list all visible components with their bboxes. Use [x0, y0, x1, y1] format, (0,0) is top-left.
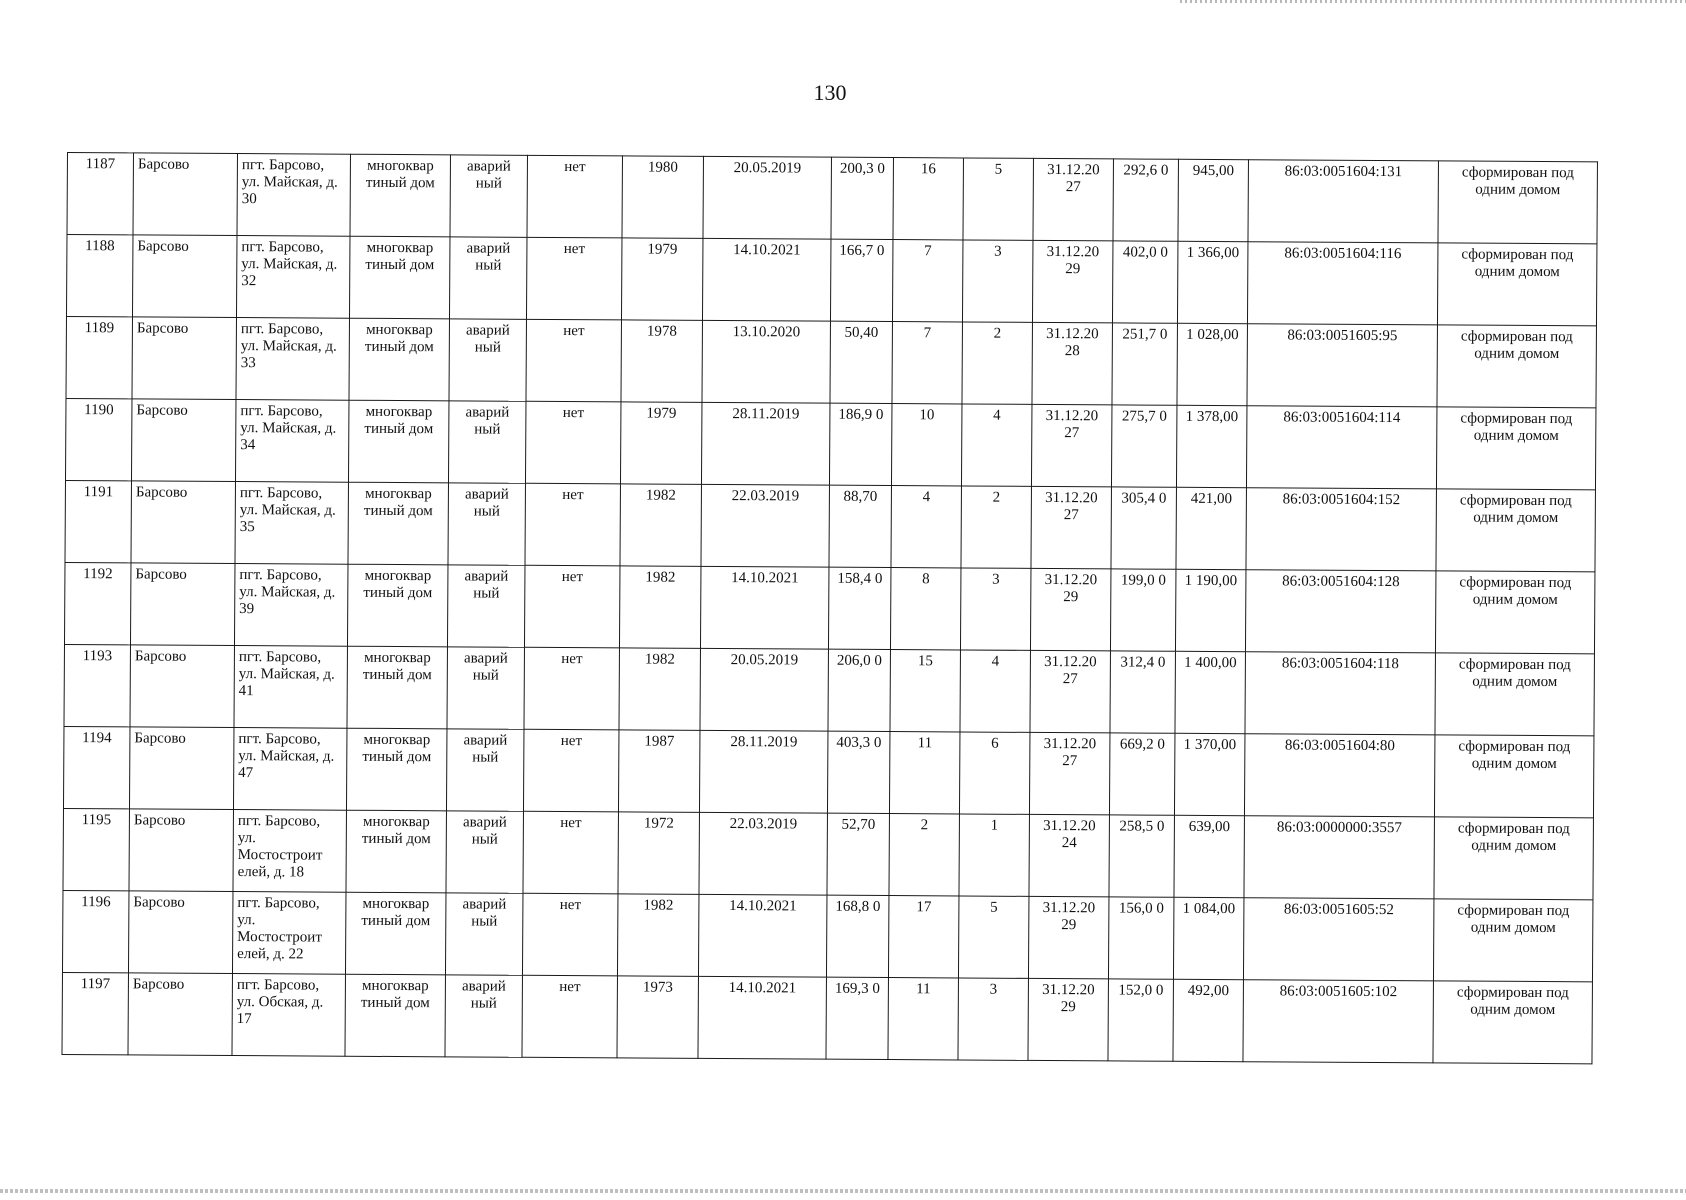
cell-address: пгт. Барсово, ул. Мостостроит елей, д. 22 [232, 892, 345, 975]
cell-status: аварий ный [445, 975, 522, 1057]
cell-value: 1 366,00 [1177, 241, 1247, 323]
cell-house-type: многоквар тиный дом [348, 482, 448, 565]
cell-value: 492,00 [1173, 979, 1243, 1061]
cell-settlement: Барсово [128, 891, 232, 974]
cell-value: 945,00 [1178, 159, 1248, 241]
cell-resettlement-deadline: 31.12.20 27 [1033, 158, 1113, 240]
cell-record-number: 1191 [65, 480, 131, 562]
cell-year-built: 1982 [617, 894, 698, 976]
cell-settlement: Барсово [132, 235, 236, 318]
cell-residents: 2 [889, 814, 959, 896]
cell-apartments: 4 [960, 650, 1030, 732]
cell-status: аварий ный [449, 319, 526, 401]
table-row [65, 480, 1595, 571]
cell-recognition-date: 14.10.2021 [702, 238, 830, 321]
cell-area: 50,40 [830, 321, 892, 403]
cell-year-built: 1973 [617, 976, 698, 1058]
cell-year-built: 1980 [622, 156, 703, 238]
table-row [64, 644, 1594, 735]
cell-house-type: многоквар тиный дом [347, 646, 447, 729]
cell-cadastral-number: 86:03:0000000:3557 [1244, 816, 1434, 899]
cell-resettlement-deadline: 31.12.20 29 [1028, 896, 1108, 978]
cell-cadastral-number: 86:03:0051604:131 [1248, 160, 1438, 243]
cell-status: аварий ный [446, 811, 523, 893]
cell-area: 200,3 0 [831, 157, 893, 239]
cell-settlement: Барсово [130, 563, 234, 646]
cell-land-area: 275,7 0 [1111, 405, 1176, 487]
cell-recognition-date: 28.11.2019 [699, 730, 827, 813]
cell-resettlement-deadline: 31.12.20 29 [1030, 568, 1110, 650]
cell-land-area: 152,0 0 [1108, 979, 1173, 1061]
cell-cadastral-number: 86:03:0051604:80 [1244, 734, 1434, 817]
cell-area: 158,4 0 [828, 567, 890, 649]
cell-land-plot-note: сформирован под одним домом [1437, 243, 1596, 326]
cell-settlement: Барсово [128, 973, 232, 1056]
cell-value: 1 084,00 [1173, 897, 1243, 979]
page-number: 130 [813, 80, 847, 105]
cell-resettlement-deadline: 31.12.20 28 [1032, 322, 1112, 404]
cell-status: аварий ный [449, 237, 526, 319]
cell-included: нет [524, 565, 619, 648]
cell-house-type: многоквар тиный дом [346, 728, 446, 811]
housing-registry-table [61, 152, 1597, 1064]
cell-apartments: 1 [959, 814, 1029, 896]
cell-cadastral-number: 86:03:0051604:152 [1246, 488, 1436, 571]
cell-resettlement-deadline: 31.12.20 27 [1031, 404, 1111, 486]
table-row [63, 808, 1593, 899]
table-row [66, 317, 1596, 408]
cell-house-type: многоквар тиный дом [345, 892, 445, 975]
cell-house-type: многоквар тиный дом [349, 318, 449, 401]
cell-land-area: 156,0 0 [1108, 897, 1173, 979]
cell-apartments: 5 [963, 158, 1033, 240]
cell-house-type: многоквар тиный дом [349, 236, 449, 319]
table-row [65, 398, 1595, 489]
cell-included: нет [527, 155, 622, 238]
cell-resettlement-deadline: 31.12.20 24 [1029, 814, 1109, 896]
cell-area: 169,3 0 [826, 977, 888, 1059]
cell-resettlement-deadline: 31.12.20 27 [1030, 650, 1110, 732]
cell-address: пгт. Барсово, ул. Майская, д. 33 [236, 318, 349, 401]
cell-record-number: 1189 [66, 317, 132, 399]
cell-residents: 15 [890, 650, 960, 732]
scan-edge-bottom [0, 1189, 1686, 1193]
cell-settlement: Барсово [130, 645, 234, 728]
cell-settlement: Барсово [129, 809, 233, 892]
cell-house-type: многоквар тиный дом [345, 974, 445, 1057]
cell-land-area: 258,5 0 [1109, 815, 1174, 897]
cell-land-plot-note: сформирован под одним домом [1436, 407, 1595, 490]
cell-residents: 11 [888, 978, 958, 1060]
cell-included: нет [522, 975, 617, 1058]
table-row [67, 153, 1597, 244]
cell-land-plot-note: сформирован под одним домом [1436, 489, 1595, 572]
cell-value: 1 400,00 [1175, 651, 1245, 733]
cell-recognition-date: 20.05.2019 [703, 156, 831, 239]
cell-apartments: 5 [958, 896, 1028, 978]
cell-included: нет [525, 483, 620, 566]
cell-record-number: 1188 [66, 235, 132, 317]
cell-land-area: 251,7 0 [1112, 323, 1177, 405]
cell-cadastral-number: 86:03:0051604:116 [1247, 242, 1437, 325]
cell-year-built: 1982 [620, 484, 701, 566]
cell-residents: 11 [889, 732, 959, 814]
cell-included: нет [526, 237, 621, 320]
cell-included: нет [525, 401, 620, 484]
cell-apartments: 3 [958, 978, 1028, 1060]
cell-apartments: 2 [961, 486, 1031, 568]
cell-recognition-date: 20.05.2019 [700, 648, 828, 731]
cell-address: пгт. Барсово, ул. Майская, д. 35 [235, 482, 348, 565]
cell-record-number: 1187 [67, 153, 133, 235]
cell-record-number: 1190 [65, 398, 131, 480]
cell-residents: 16 [893, 158, 963, 240]
cell-settlement: Барсово [132, 317, 236, 400]
cell-recognition-date: 13.10.2020 [702, 320, 830, 403]
cell-year-built: 1979 [621, 238, 702, 320]
cell-year-built: 1982 [619, 648, 700, 730]
cell-value: 639,00 [1174, 815, 1244, 897]
cell-house-type: многоквар тиный дом [346, 810, 446, 893]
cell-value: 1 370,00 [1174, 733, 1244, 815]
cell-land-area: 199,0 0 [1110, 569, 1175, 651]
cell-status: аварий ный [450, 155, 527, 237]
cell-area: 168,8 0 [826, 895, 888, 977]
cell-land-plot-note: сформирован под одним домом [1438, 161, 1597, 244]
cell-cadastral-number: 86:03:0051605:52 [1243, 898, 1433, 981]
scan-edge-top [1180, 0, 1686, 3]
cell-address: пгт. Барсово, ул. Майская, д. 32 [236, 236, 349, 319]
table-row [66, 235, 1596, 326]
cell-land-plot-note: сформирован под одним домом [1435, 653, 1594, 736]
cell-record-number: 1195 [63, 808, 129, 890]
cell-settlement: Барсово [131, 481, 235, 564]
cell-residents: 7 [892, 240, 962, 322]
cell-status: аварий ный [448, 401, 525, 483]
cell-area: 206,0 0 [828, 649, 890, 731]
cell-land-plot-note: сформирован под одним домом [1434, 735, 1593, 818]
cell-land-area: 292,6 0 [1113, 159, 1178, 241]
cell-settlement: Барсово [131, 399, 235, 482]
cell-area: 166,7 0 [830, 239, 892, 321]
cell-address: пгт. Барсово, ул. Майская, д. 30 [237, 154, 350, 237]
cell-resettlement-deadline: 31.12.20 27 [1031, 486, 1111, 568]
cell-residents: 8 [890, 568, 960, 650]
cell-included: нет [522, 893, 617, 976]
cell-house-type: многоквар тиный дом [348, 400, 448, 483]
cell-land-plot-note: сформирован под одним домом [1434, 817, 1593, 900]
cell-year-built: 1987 [618, 730, 699, 812]
cell-recognition-date: 28.11.2019 [701, 402, 829, 485]
cell-value: 1 028,00 [1177, 323, 1247, 405]
cell-address: пгт. Барсово, ул. Майская, д. 39 [234, 564, 347, 647]
cell-year-built: 1978 [621, 320, 702, 402]
cell-land-area: 312,4 0 [1110, 651, 1175, 733]
cell-residents: 10 [891, 404, 961, 486]
cell-resettlement-deadline: 31.12.20 29 [1032, 240, 1112, 322]
cell-status: аварий ный [445, 893, 522, 975]
cell-address: пгт. Барсово, ул. Майская, д. 41 [234, 646, 347, 729]
cell-year-built: 1979 [620, 402, 701, 484]
cell-house-type: многоквар тиный дом [350, 154, 450, 237]
cell-land-plot-note: сформирован под одним домом [1435, 571, 1594, 654]
cell-address: пгт. Барсово, ул. Обская, д. 17 [232, 974, 345, 1057]
cell-apartments: 6 [959, 732, 1029, 814]
cell-status: аварий ный [448, 483, 525, 565]
cell-recognition-date: 14.10.2021 [700, 566, 828, 649]
cell-resettlement-deadline: 31.12.20 27 [1029, 732, 1109, 814]
cell-cadastral-number: 86:03:0051604:128 [1245, 570, 1435, 653]
cell-year-built: 1972 [618, 812, 699, 894]
table-row [64, 562, 1594, 653]
cell-land-plot-note: сформирован под одним домом [1437, 325, 1596, 408]
table-row [62, 890, 1592, 981]
cell-land-plot-note: сформирован под одним домом [1433, 981, 1592, 1064]
table-row [62, 972, 1592, 1063]
cell-area: 88,70 [829, 485, 891, 567]
cell-cadastral-number: 86:03:0051605:95 [1247, 324, 1437, 407]
cell-record-number: 1197 [62, 972, 128, 1054]
cell-land-area: 669,2 0 [1109, 733, 1174, 815]
cell-apartments: 2 [962, 322, 1032, 404]
cell-land-plot-note: сформирован под одним домом [1433, 899, 1592, 982]
cell-record-number: 1193 [64, 644, 130, 726]
cell-status: аварий ный [447, 565, 524, 647]
cell-record-number: 1194 [63, 726, 129, 808]
cell-address: пгт. Барсово, ул. Мостостроит елей, д. 18 [233, 810, 346, 893]
cell-apartments: 4 [961, 404, 1031, 486]
cell-included: нет [523, 811, 618, 894]
cell-recognition-date: 14.10.2021 [698, 894, 826, 977]
cell-house-type: многоквар тиный дом [347, 564, 447, 647]
cell-address: пгт. Барсово, ул. Майская, д. 47 [233, 728, 346, 811]
cell-value: 421,00 [1176, 487, 1246, 569]
cell-settlement: Барсово [129, 727, 233, 810]
cell-residents: 4 [891, 486, 961, 568]
cell-value: 1 378,00 [1176, 405, 1246, 487]
cell-apartments: 3 [962, 240, 1032, 322]
cell-area: 52,70 [827, 813, 889, 895]
cell-included: нет [526, 319, 621, 402]
cell-year-built: 1982 [619, 566, 700, 648]
table-row [63, 726, 1593, 817]
cell-address: пгт. Барсово, ул. Майская, д. 34 [235, 400, 348, 483]
cell-included: нет [523, 729, 618, 812]
cell-land-area: 402,0 0 [1112, 241, 1177, 323]
cell-record-number: 1192 [64, 562, 130, 644]
cell-cadastral-number: 86:03:0051604:118 [1245, 652, 1435, 735]
cell-included: нет [524, 647, 619, 730]
cell-recognition-date: 22.03.2019 [701, 484, 829, 567]
cell-residents: 7 [892, 322, 962, 404]
cell-apartments: 3 [960, 568, 1030, 650]
cell-value: 1 190,00 [1175, 569, 1245, 651]
cell-status: аварий ный [447, 647, 524, 729]
cell-settlement: Барсово [133, 153, 237, 236]
cell-record-number: 1196 [62, 890, 128, 972]
registry-body [62, 153, 1597, 1064]
cell-cadastral-number: 86:03:0051605:102 [1243, 980, 1433, 1063]
cell-resettlement-deadline: 31.12.20 29 [1028, 978, 1108, 1060]
cell-area: 403,3 0 [827, 731, 889, 813]
cell-land-area: 305,4 0 [1111, 487, 1176, 569]
cell-area: 186,9 0 [829, 403, 891, 485]
cell-recognition-date: 14.10.2021 [698, 976, 826, 1059]
cell-recognition-date: 22.03.2019 [699, 812, 827, 895]
cell-residents: 17 [888, 896, 958, 978]
cell-status: аварий ный [446, 729, 523, 811]
cell-cadastral-number: 86:03:0051604:114 [1246, 406, 1436, 489]
